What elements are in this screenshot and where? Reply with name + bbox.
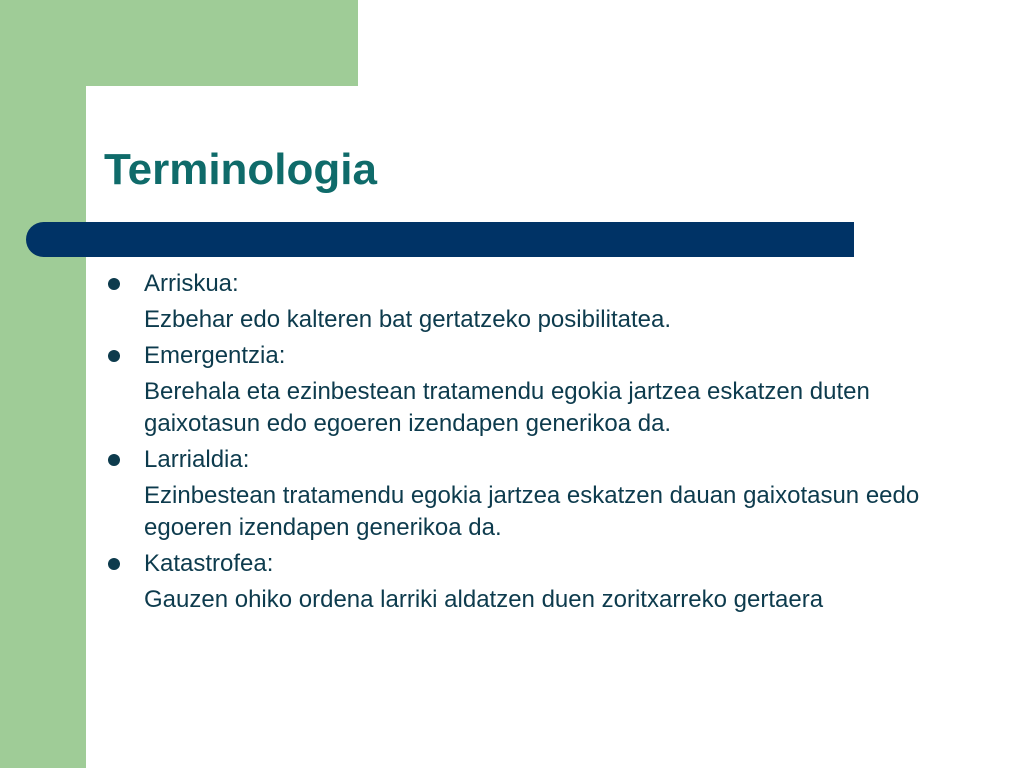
green-side-band <box>0 0 86 768</box>
term-label: Emergentzia: <box>144 342 286 369</box>
bullet-dot-icon <box>108 278 120 290</box>
bullet-term-arriskua <box>104 268 974 304</box>
bullet-dot-icon <box>108 350 120 362</box>
green-top-band <box>0 0 358 86</box>
term-definition: Ezinbestean tratamendu egokia jartzea eskatzen dauan gaixotasun eedo egoeren izendapen generikoa da. <box>144 482 920 541</box>
bullet-term-larrialdia <box>104 444 974 480</box>
term-definition: Berehala eta ezinbestean tratamendu egokia jartzea eskatzen duten gaixotasun edo egoeren izendapen generikoa da. <box>144 378 870 437</box>
slide-title: Terminologia <box>104 145 377 194</box>
title-underline-bar <box>26 222 854 257</box>
slide-content <box>104 268 974 620</box>
term-definition: Gauzen ohiko ordena larriki aldatzen duen zoritxarreko gertaera <box>144 586 824 613</box>
term-label: Larrialdia: <box>144 446 250 473</box>
term-definition: Ezbehar edo kalteren bat gertatzeko posibilitatea. <box>144 306 672 333</box>
term-label: Arriskua: <box>144 270 239 297</box>
term-label: Katastrofea: <box>144 550 274 577</box>
bullet-dot-icon <box>108 558 120 570</box>
bullet-term-katastrofea <box>104 548 974 584</box>
bullet-term-emergentzia <box>104 340 974 376</box>
bullet-dot-icon <box>108 454 120 466</box>
